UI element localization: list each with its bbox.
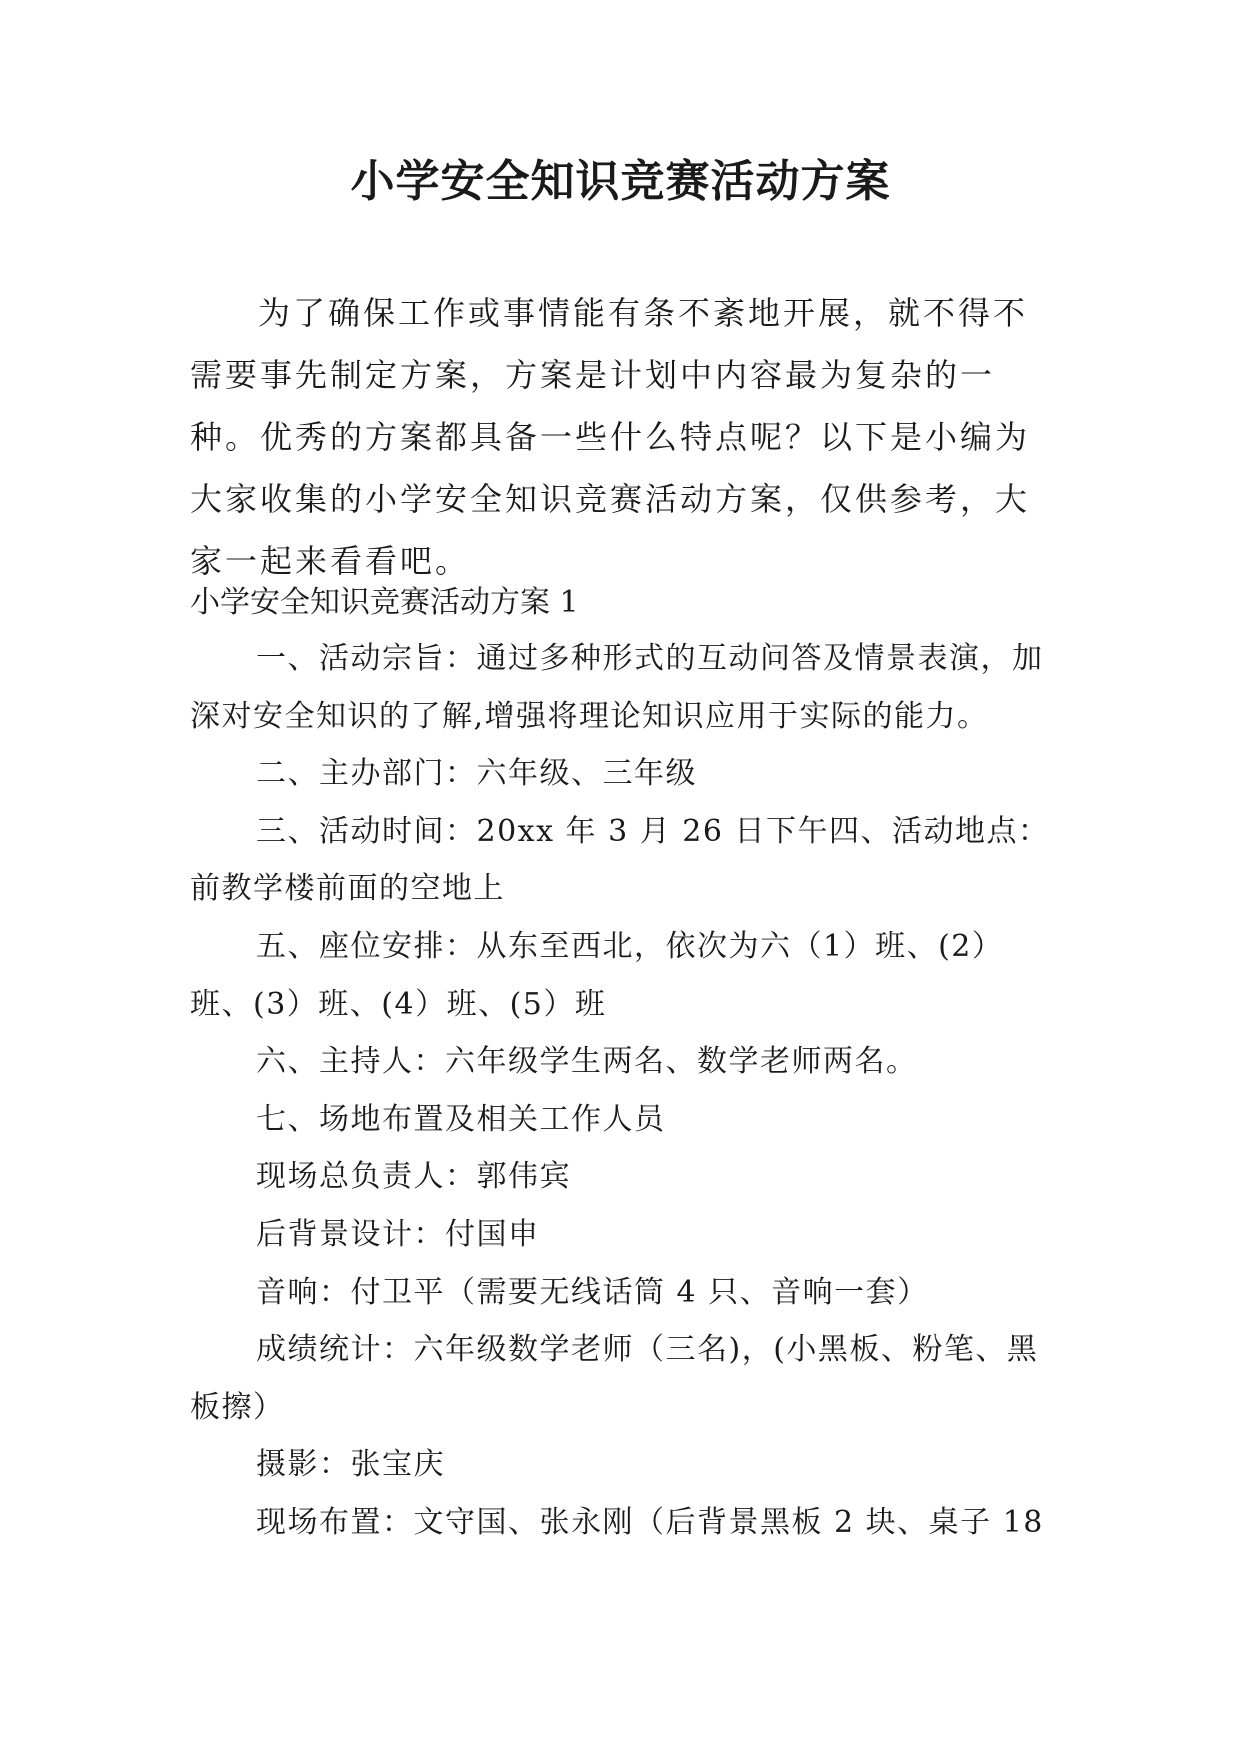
paragraph-seating: 五、座位安排：从东至西北，依次为六（1）班、(2）班、(3）班、(4）班、(5）班 [190, 928, 1004, 1022]
paragraph-staff-heading: 七、场地布置及相关工作人员 [256, 1101, 666, 1137]
paragraph-photography: 摄影：张宝庆 [256, 1447, 445, 1483]
paragraph-backdrop: 后背景设计：付国申 [256, 1216, 540, 1252]
paragraph-host: 六、主持人：六年级学生两名、数学老师两名。 [256, 1044, 918, 1080]
paragraph-setup: 现场布置：文守国、张永刚（后背景黑板 2 块、桌子 18 [256, 1504, 1044, 1540]
intro-paragraph: 为了确保工作或事情能有条不紊地开展，就不得不需要事先制定方案，方案是计划中内容最为复杂的一种。优秀的方案都具备一些什么特点呢？以下是小编为大家收集的小学安全知识竞赛活动方案，仅供参考，大家一起来看看吧。 [190, 294, 1031, 580]
document-title: 小学安全知识竞赛活动方案 [350, 156, 891, 207]
paragraph-time-location: 三、活动时间：20xx 年 3 月 26 日下午四、活动地点：前教学楼前面的空地上 [190, 813, 1050, 907]
paragraph-purpose: 一、活动宗旨：通过多种形式的互动问答及情景表演，加深对安全知识的了解,增强将理论知识应用于实际的能力。 [190, 641, 1044, 734]
paragraph-audio: 音响：付卫平（需要无线话筒 4 只、音响一套） [256, 1274, 929, 1310]
paragraph-scoring: 成绩统计：六年级数学老师（三名)，(小黑板、粉笔、黑板擦） [190, 1332, 1039, 1425]
body-text [190, 630, 1050, 1552]
paragraph-organizer: 二、主办部门：六年级、三年级 [256, 756, 697, 792]
section-heading: 小学安全知识竞赛活动方案 1 [190, 585, 579, 620]
paragraph-site-lead: 现场总负责人：郭伟宾 [256, 1159, 571, 1195]
